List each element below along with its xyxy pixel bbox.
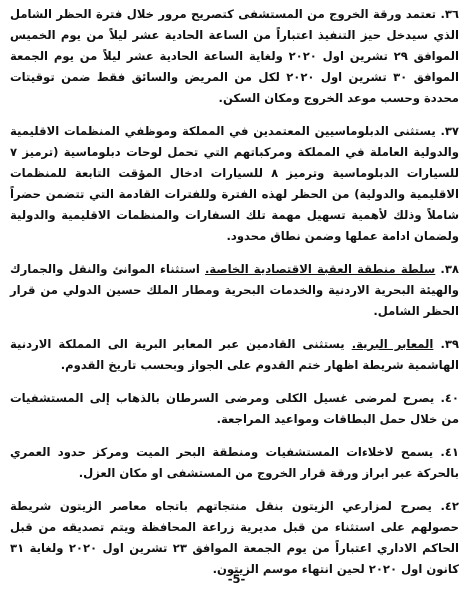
clause-text: استثناء الموانئ والنقل والجمارك والهيئة البحرية الاردنية والخدمات البحرية ومطار الملك حسين الدولي من قرار الحظر الشامل. (10, 262, 459, 318)
clause-number: ٤١. (440, 445, 459, 459)
page-number: -5- (227, 572, 246, 586)
spacer (10, 322, 459, 334)
clause-number: ٣٧. (440, 124, 459, 138)
spacer (10, 376, 459, 388)
clause-text: يصرح لمرضى غسيل الكلى ومرضى السرطان بالذهاب إلى المستشفيات من خلال حمل البطاقات ومواعيد المراجعة. (10, 391, 459, 426)
clause-number: ٣٩. (440, 337, 459, 351)
clause-number: ٣٨. (440, 262, 459, 276)
clause-38 (10, 259, 459, 322)
clause-text: تعتمد ورقة الخروج من المستشفى كتصريح مرور خلال فترة الحظر الشامل الذي سيدخل حيز التنفيذ اعتباراً من الساعة الحادية عشر ليلاً من يوم الخميس الموافق ٢٩ تشرين اول ٢٠٢٠ ولغاية الساعة الحادية عشر ليلاً من يوم الجمعة الموافق ٣٠ تشرين اول ٢٠٢٠ لكل من المريض والسائق فقط ضمن توقيتات محددة وحسب موعد الخروج ومكان السكن. (10, 7, 460, 105)
clause-number: ٣٦. (440, 7, 459, 21)
clause-text: يستثنى الدبلوماسيين المعتمدين في المملكة وموظفي المنظمات الاقليمية والدولية العاملة في المملكة ومركباتهم التي تحمل لوحات دبلوماسية (ترميز ٧ للسيارات الدبلوماسية وترميز ٨ للسيارات ادخال المؤقت التابعة للمنظمات الاقليمية والدولية) من الحظر لهذه الفترة وللفترات القادمة التي تتضمن حضراً شاملاً وذلك لأهمية تسهيل مهمة تلك السفارات والمنظمات الاقليمية والدولية ولضمان ادامة عملها وضمن نطاق محدود. (10, 124, 459, 243)
clause-39 (10, 334, 459, 376)
clause-number: ٤٠. (440, 391, 459, 405)
clause-37 (10, 121, 459, 247)
clause-text: يستثنى القادمين عبر المعابر البرية الى المملكة الاردنية الهاشمية شريطة اظهار ختم القدوم على الجواز وبحسب تاريخ القدوم. (10, 337, 459, 372)
clause-40 (10, 388, 459, 430)
spacer (10, 430, 459, 442)
clause-42 (10, 496, 459, 580)
clause-text: يصرح لمزارعي الزيتون بنقل منتجاتهم باتجاه معاصر الزيتون شريطة حصولهم على استثناء من قبل مديرية زراعة المحافظة ويتم تصديقه من قبل الحاكم الاداري اعتباراً من يوم الجمعة الموافق ٢٣ تشرين اول ٢٠٢٠ ولغاية ٣١ كانون اول ٢٠٢٠ لحين انتهاء موسم الزيتون. (10, 499, 459, 576)
clause-heading: سلطة منطقة العقبة الاقتصادية الخاصة. (205, 262, 436, 276)
clause-text: يسمح لاخلاءات المستشفيات ومنطقة البحر الميت ومركز حدود العمري بالحركة عبر ابراز ورقة قرار الخروج من المستشفى او مكان العزل. (10, 445, 459, 480)
clause-36 (10, 4, 459, 109)
spacer (10, 247, 459, 259)
clause-41 (10, 442, 459, 484)
clause-heading: المعابر البرية. (351, 337, 434, 351)
spacer (10, 484, 459, 496)
spacer (10, 109, 459, 121)
clause-number: ٤٢. (440, 499, 459, 513)
